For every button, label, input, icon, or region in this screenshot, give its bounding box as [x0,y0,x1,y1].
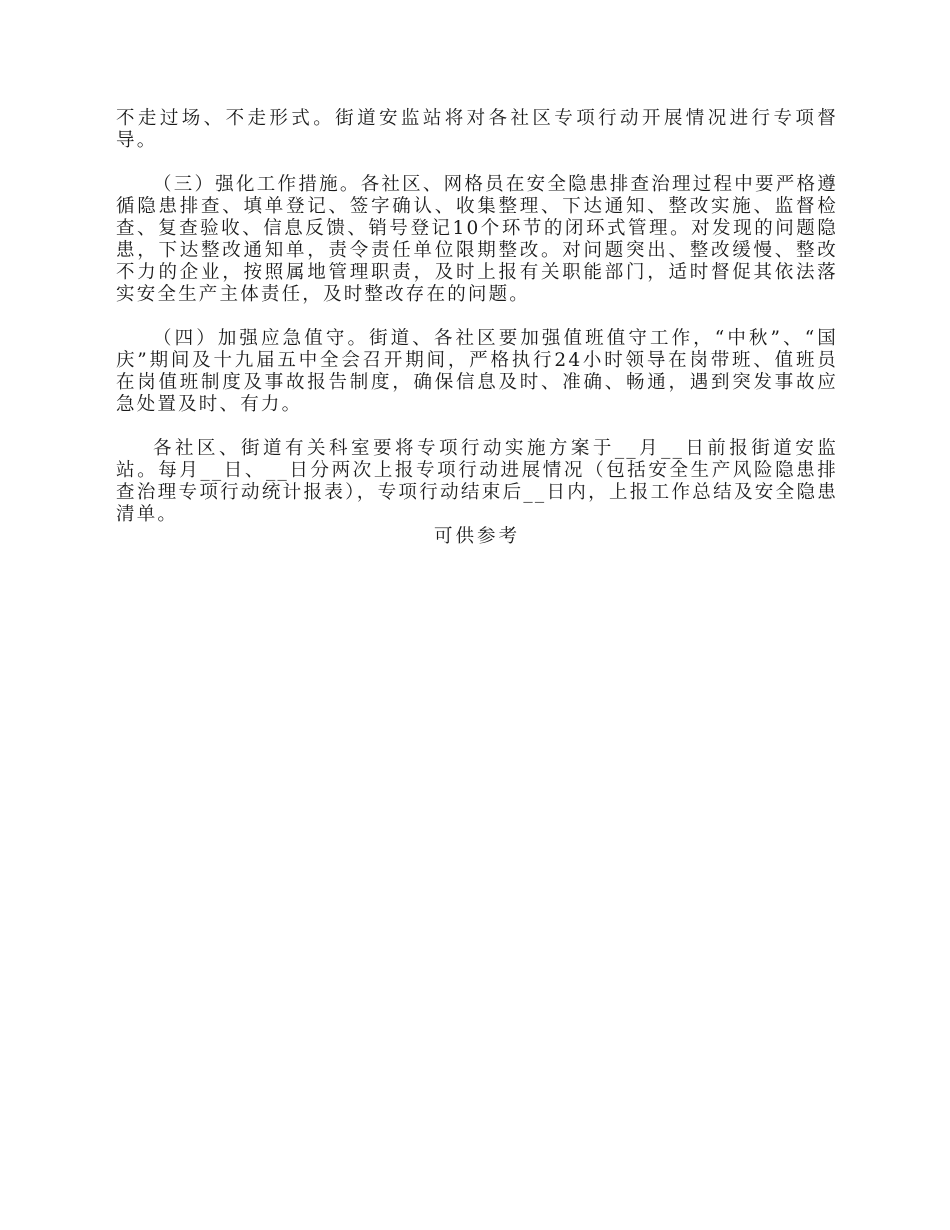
paragraph-work-measures: （三）强化工作措施。各社区、网格员在安全隐患排查治理过程中要严格遵循隐患排查、填单登记、签字确认、收集整理、下达通知、整改实施、监督检查、复查验收、信息反馈、销号登记10个环节的闭环式管理。对发现的问题隐患，下达整改通知单，责令责任单位限期整改。对问题突出、整改缓慢、整改不力的企业，按照属地管理职责，及时上报有关职能部门，适时督促其依法落实安全生产主体责任，及时整改存在的问题。 [116,174,838,305]
document-page [116,108,838,548]
paragraph-emergency-duty: （四）加强应急值守。街道、各社区要加强值班值守工作，“中秋”、“国庆”期间及十九届五中全会召开期间，严格执行24小时领导在岗带班、值班员在岗值班制度及事故报告制度，确保信息及时、准确、畅通，遇到突发事故应急处置及时、有力。 [116,328,838,415]
footer-note: 可供参考 [433,526,520,547]
paragraph-reporting: 各社区、街道有关科室要将专项行动实施方案于__月__日前报街道安监站。每月__日、__日分两次上报专项行动进展情况（包括安全生产风险隐患排查治理专项行动统计报表），专项行动结束后__日内，上报工作总结及安全隐患清单。 [116,438,838,525]
paragraph-continuation: 不走过场、不走形式。街道安监站将对各社区专项行动开展情况进行专项督导。 [116,108,838,151]
